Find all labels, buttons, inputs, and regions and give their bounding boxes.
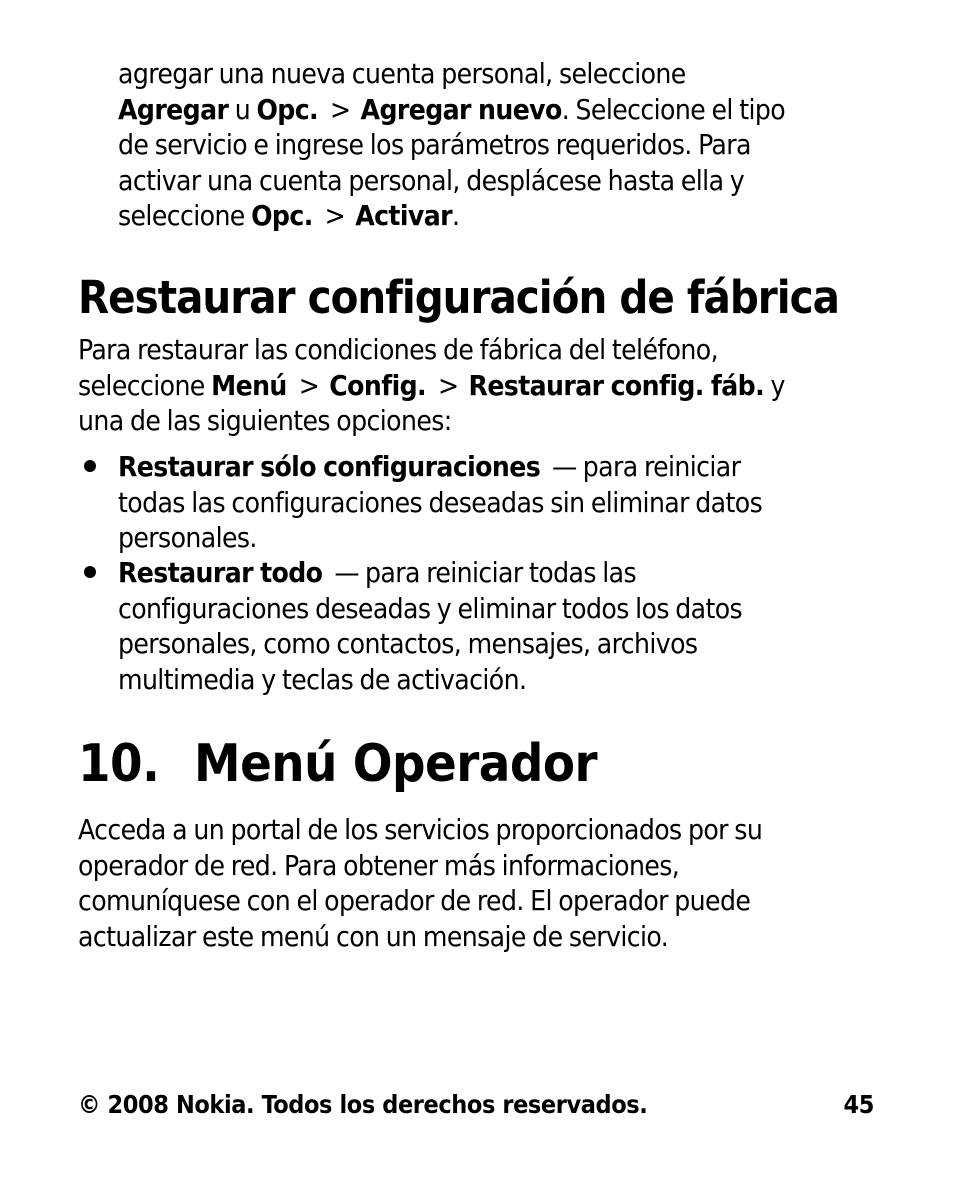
- menu-term-agregar: Agregar: [118, 92, 229, 126]
- page-number: 45: [843, 1090, 874, 1119]
- intro-line-3: de servicio e ingrese los parámetros requeridos. Para: [118, 128, 751, 161]
- menu-separator: >: [438, 368, 459, 402]
- chapter-line-3: comuníquese con el operador de red. El operador puede: [78, 884, 751, 917]
- copyright-notice: © 2008 Nokia. Todos los derechos reservados.: [78, 1090, 648, 1119]
- menu-term-agregar-nuevo: Agregar nuevo: [360, 92, 562, 126]
- menu-term-activar: Activar: [355, 199, 452, 232]
- menu-term-opc: Opc.: [251, 199, 313, 232]
- page-footer: [78, 1088, 874, 1122]
- bullet-term-1: Restaurar sólo configuraciones: [118, 450, 541, 483]
- bullet-1-line-3: personales.: [118, 521, 257, 554]
- intro-line-5: seleccione Opc. > Activar.: [118, 199, 460, 232]
- chapter-title: Menú Operador: [194, 734, 598, 794]
- bullet-dot-1: [84, 460, 96, 472]
- menu-term-restaurar-config: Restaurar config. fáb.: [468, 368, 765, 402]
- bullet-1-line-2: todas las configuraciones deseadas sin eliminar datos: [118, 485, 763, 519]
- menu-separator: >: [298, 368, 320, 402]
- menu-separator: >: [324, 199, 346, 232]
- menu-term-opc: Opc.: [256, 92, 319, 126]
- intro-line-1: agregar una nueva cuenta personal, seleccione: [118, 57, 686, 90]
- intro-paragraph: [118, 56, 785, 234]
- bullet-dot-2: [84, 566, 96, 578]
- section-line-2: seleccione Menú > Config. > Restaurar config. fáb. y: [78, 368, 785, 402]
- section-line-1: Para restaurar las condiciones de fábrica del teléfono,: [78, 333, 718, 366]
- chapter-line-2: operador de red. Para obtener más informaciones,: [78, 848, 680, 882]
- bullet-term-2: Restaurar todo: [118, 556, 323, 589]
- chapter-paragraph: [78, 812, 762, 954]
- bullet-2-line-4: multimedia y teclas de activación.: [118, 662, 527, 696]
- chapter-line-4: actualizar este menú con un mensaje de servicio.: [78, 919, 669, 953]
- chapter-heading: [78, 732, 597, 796]
- bullet-2-line-3: personales, como contactos, mensajes, archivos: [118, 627, 698, 660]
- chapter-line-1: Acceda a un portal de los servicios proporcionados por su: [78, 813, 763, 846]
- intro-line-4: activar una cuenta personal, desplácese hasta ella y: [118, 163, 745, 197]
- chapter-number: 10.: [78, 734, 160, 794]
- menu-term-config: Config.: [329, 368, 426, 402]
- section-paragraph: [78, 332, 785, 439]
- menu-term-menu: Menú: [211, 368, 287, 402]
- intro-line-2: Agregar u Opc. > Agregar nuevo. Seleccione el tipo: [118, 92, 786, 126]
- section-line-3: una de las siguientes opciones:: [78, 404, 452, 437]
- menu-separator: >: [330, 92, 351, 126]
- bullet-item-2: Restaurar todo — para reiniciar todas las configuraciones deseadas y eliminar todos los datos personales, como contactos, mensajes, archivos multimedia y teclas de activación.: [118, 556, 743, 696]
- bullet-item-1: Restaurar sólo configuraciones — para reiniciar todas las configuraciones deseadas sin eliminar datos personales.: [118, 450, 763, 554]
- section-heading: Restaurar configuración de fábrica: [78, 271, 839, 324]
- bullet-2-line-2: configuraciones deseadas y eliminar todos los datos: [118, 591, 743, 625]
